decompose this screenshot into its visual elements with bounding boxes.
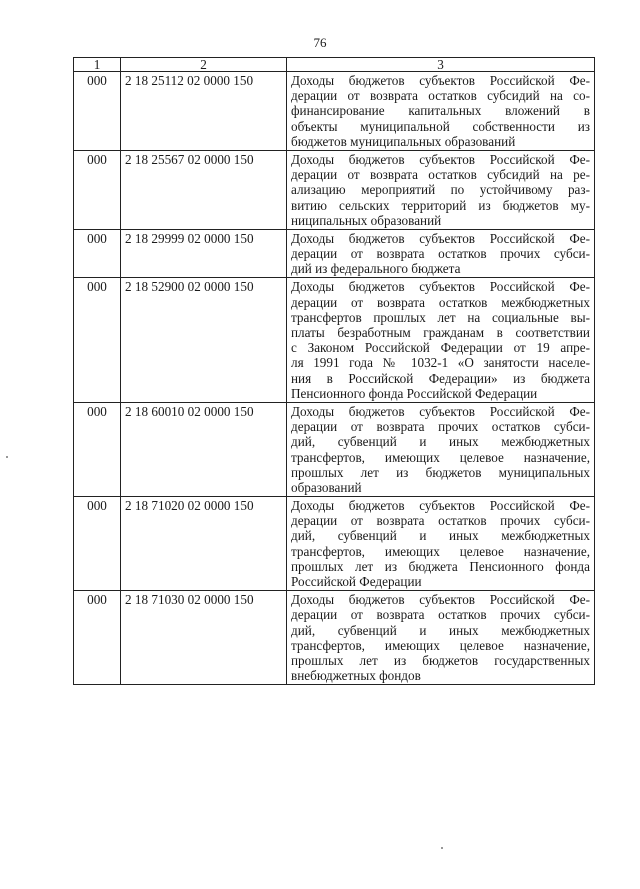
scan-speck (6, 456, 8, 458)
description-line: Пенсионного фонда Российской Федерации (291, 385, 538, 401)
table-row (74, 278, 595, 403)
description-line: дерации от возврата остатков прочих субси- (291, 607, 590, 623)
description-line: прошлых лет из бюджетов государственных (291, 652, 590, 668)
description-line: дий из федерального бюджета (291, 261, 461, 277)
description-line: дерации от возврата остатков прочих субси- (291, 513, 590, 529)
revenue-description (287, 72, 595, 151)
revenue-description (287, 150, 595, 229)
description-line: Доходы бюджетов субъектов Российской Фе- (291, 73, 590, 88)
scan-speck (441, 847, 443, 849)
description-line: дерации от возврата прочих остатков субси- (291, 419, 590, 435)
row-code: 000 (74, 497, 121, 591)
row-code: 000 (74, 402, 121, 496)
row-code: 000 (74, 150, 121, 229)
revenue-description (287, 229, 595, 278)
table-header-row (74, 58, 595, 72)
revenue-description (287, 278, 595, 403)
table-row (74, 497, 595, 591)
column-header-2: 2 (121, 58, 287, 72)
description-line: ализацию мероприятий по устойчивому раз- (291, 182, 590, 198)
description-line: дий, субвенций и иных межбюджетных (291, 622, 590, 638)
budget-revenue-table (73, 57, 595, 685)
table-row (74, 402, 595, 496)
description-line: прошлых лет из бюджета Пенсионного фонда (291, 558, 590, 574)
description-line: Доходы бюджетов субъектов Российской Фе- (291, 592, 590, 608)
classification-code: 2 18 71020 02 0000 150 (121, 497, 287, 591)
classification-code: 2 18 25112 02 0000 150 (121, 72, 287, 151)
classification-code: 2 18 60010 02 0000 150 (121, 402, 287, 496)
description-line: витию сельских территорий из бюджетов му- (291, 197, 590, 213)
column-header-1: 1 (74, 58, 121, 72)
description-line: объекты муниципальной собственности из (291, 118, 590, 134)
description-line: трансфертов, имеющих целевое назначение, (291, 449, 590, 465)
table-row (74, 591, 595, 685)
description-line: Доходы бюджетов субъектов Российской Фе- (291, 498, 590, 514)
description-line: Доходы бюджетов субъектов Российской Фе- (291, 230, 590, 246)
description-line: дерации от возврата остатков субсидий на ре- (291, 167, 590, 183)
description-line: Доходы бюджетов субъектов Российской Фе- (291, 279, 590, 295)
description-line: дий, субвенций и иных межбюджетных (291, 528, 590, 544)
description-line: дий, субвенций и иных межбюджетных (291, 434, 590, 450)
description-line: дерации от возврата остатков субсидий на со- (291, 88, 590, 104)
description-line: внебюджетных фондов (291, 668, 421, 684)
description-line: ниципальных образований (291, 212, 442, 228)
description-line: Доходы бюджетов субъектов Российской Фе- (291, 151, 590, 167)
description-line: с Законом Российской Федерации от 19 апре- (291, 340, 590, 356)
description-line: трансфертов, имеющих целевое назначение, (291, 543, 590, 559)
table-row (74, 229, 595, 278)
row-code: 000 (74, 229, 121, 278)
description-line: дерации от возврата остатков прочих субси- (291, 246, 590, 262)
classification-code: 2 18 52900 02 0000 150 (121, 278, 287, 403)
description-line: трансфертов, имеющих целевое назначение, (291, 637, 590, 653)
table-row (74, 72, 595, 151)
revenue-description (287, 402, 595, 496)
description-line: дерации от возврата остатков межбюджетных (291, 294, 590, 310)
row-code: 000 (74, 591, 121, 685)
row-code: 000 (74, 72, 121, 151)
column-header-3: 3 (287, 58, 595, 72)
row-code: 000 (74, 278, 121, 403)
description-line: платы безработным гражданам в соответствии (291, 325, 590, 340)
description-line: трансфертов прошлых лет на социальные вы- (291, 309, 590, 325)
classification-code: 2 18 25567 02 0000 150 (121, 150, 287, 229)
description-line: финансирование капитальных вложений в (291, 103, 590, 119)
description-line: Российской Федерации (291, 574, 422, 589)
description-line: Доходы бюджетов субъектов Российской Фе- (291, 403, 590, 419)
description-line: прошлых лет из бюджетов муниципальных (291, 464, 590, 480)
description-line: ля 1991 года № 1032-1 «О занятости населе- (291, 355, 590, 371)
description-line: ния в Российской Федерации» из бюджета (291, 370, 590, 386)
classification-code: 2 18 71030 02 0000 150 (121, 591, 287, 685)
page-number: 76 (313, 35, 327, 50)
classification-code: 2 18 29999 02 0000 150 (121, 229, 287, 278)
revenue-description (287, 591, 595, 685)
revenue-description (287, 497, 595, 591)
description-line: образований (291, 479, 362, 495)
description-line: бюджетов муниципальных образований (291, 133, 516, 149)
table-row (74, 150, 595, 229)
